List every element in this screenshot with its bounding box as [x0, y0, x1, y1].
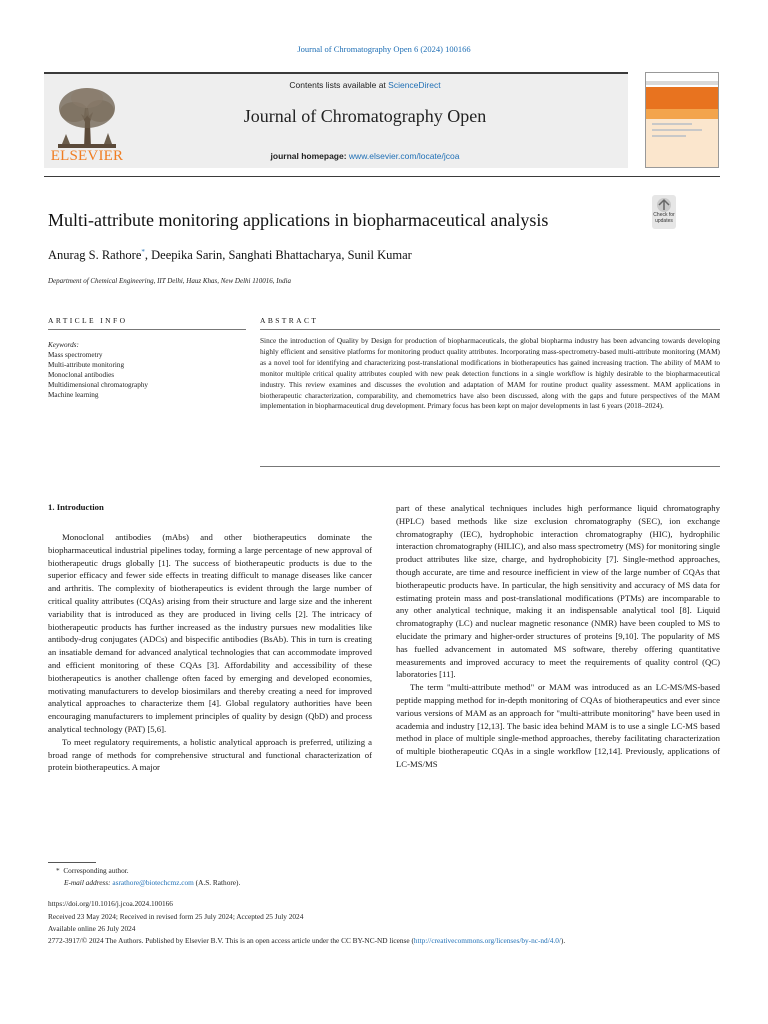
journal-homepage [130, 151, 600, 161]
body-left-column [48, 531, 372, 774]
keyword-item: Mass spectrometry [48, 351, 103, 359]
contents-prefix: Contents lists available at [289, 80, 389, 90]
body-paragraph: Monoclonal antibodies (mAbs) and other biotherapeutics dominate the biopharmaceutical industrial pipelines today, forming a large percentage of new approval of biotherapeutic drugs globally [1]. The success of biotherapeutic products is due to the superior efficacy and fewer side effects in treating difficult to manage diseases like cancer and arthritis. The complexity of biotherapeutics is evident through the large number of critical quality attributes (CQAs) arising from their structure and large size and the inherent variability that is introduced as they are produced in living cells [2]. The intricacy of biotherapeutic products has further increased as the industry pursues new modalities like antibody-drug conjugates (ADCs) and bispecific antibodies (BsAb). This in turn is creating an insatiable demand for advanced analytical technologies that can accommodate improved and efficient monitoring of these CQAs [3]. Affordability and accessibility of these biotherapeutics is another challenge often faced by emerging and developed economies, motivating manufacturers to develop biosimilars and thereby creating a need for improved analytical approaches to characterize them [4]. Global regulatory authorities have been encouraging manufacturers to implement principles of quality by design (QbD) and process analytical technology (PAT) [5,6]. [48, 532, 372, 734]
available-online: Available online 26 July 2024 [48, 924, 136, 933]
article-info-heading: ARTICLE INFO [48, 316, 128, 325]
license-link[interactable]: http://creativecommons.org/licenses/by-nc-nd/4.0/ [413, 936, 561, 945]
author-name[interactable]: Anurag S. Rathore [48, 248, 142, 263]
corresponding-author-note [56, 866, 736, 876]
received-dates: Received 23 May 2024; Received in revised form 25 July 2024; Accepted 25 July 2024 [48, 912, 304, 921]
corresponding-mark: * [56, 866, 60, 875]
journal-title[interactable]: Journal of Chromatography Open [243, 106, 487, 126]
license-statement [48, 936, 720, 946]
body-paragraph: To meet regulatory requirements, a holistic analytical approach is preferred, utilizing a broad range of methods for comprehensive structural and functional characterization of protein biotherapeutics. A major [48, 736, 372, 773]
keywords-label: Keywords: [48, 341, 79, 349]
keywords-block [48, 340, 248, 400]
email-suffix: (A.S. Rathore). [193, 878, 241, 887]
abstract-bottom-rule [260, 466, 720, 467]
journal-cover-thumbnail[interactable] [645, 72, 719, 168]
publisher-logo-text: ELSEVIER [50, 148, 124, 164]
email-note [64, 878, 744, 888]
email-link[interactable]: asrathore@biotechcmz.com [112, 878, 194, 887]
homepage-link[interactable]: www.elsevier.com/locate/jcoa [348, 151, 460, 161]
article-info-rule [48, 329, 246, 330]
abstract-heading: ABSTRACT [260, 316, 319, 325]
doi-link[interactable]: https://doi.org/10.1016/j.jcoa.2024.100166 [48, 899, 173, 908]
email-label: E-mail address: [64, 878, 113, 887]
journal-reference[interactable]: Journal of Chromatography Open 6 (2024) 100166 [297, 44, 471, 54]
body-right-column [396, 502, 720, 771]
license-prefix: 2772-3917/© 2024 The Authors. Published by Elsevier B.V. This is an open access article under the CC BY-NC-ND license ( [48, 936, 414, 945]
author-list [48, 248, 412, 263]
keyword-item: Monoclonal antibodies [48, 371, 115, 379]
article-title: Multi-attribute monitoring applications in biopharmaceutical analysis [48, 210, 549, 230]
license-suffix: ). [560, 936, 566, 945]
author-affiliation: Department of Chemical Engineering, IIT Delhi, Hauz Khas, New Delhi 110016, India [48, 277, 291, 285]
author-name[interactable]: Sanghati Bhattacharya [228, 248, 342, 263]
abstract-rule [260, 329, 720, 330]
contents-availability [130, 80, 600, 90]
author-separator: , [144, 248, 152, 263]
keyword-item: Machine learning [48, 391, 99, 399]
author-name[interactable]: Deepika Sarin [151, 248, 223, 263]
author-name[interactable]: Sunil Kumar [347, 248, 412, 263]
keyword-item: Multi-attribute monitoring [48, 361, 125, 369]
homepage-label: journal homepage: [270, 151, 349, 161]
body-paragraph: part of these analytical techniques includes high performance liquid chromatography (HPLC) based methods like size exclusion chromatography (SEC), ion exchange chromatography (IEC), hydrophobic interaction chromatography (HIC), hydrophilic interaction chromatography (HILIC), and also mass spectrometry (MS) for monitoring single product attributes like size, charge, and hydrophobicity [7]. Single-method approaches, though accurate, are time and resource inefficient in view of the large number of CQAs that biotherapeutic products have. In particular, the high sensitivity and accuracy of MS data for estimating protein mass and post-translational modifications (PTMs) are incomparable to any other analytical technique, making it an indispensable analytical tool [8]. Liquid chromatography (LC) and nuclear magnetic resonance (NMR) have been coupled to MS to elucidate the primary and higher-order structures of proteins [9,10]. The popularity of MS has fuelled advancement in automated MS software, thereby offering quantitative measurements and improved accuracy to meet the requirements of quality control (QC) laboratories [11]. [396, 503, 721, 680]
section-heading-introduction: 1. Introduction [48, 502, 104, 512]
author-separator: , [222, 248, 229, 263]
keyword-item: Multidimensional chromatography [48, 381, 149, 389]
corresponding-author-mark[interactable]: * [141, 248, 145, 256]
check-for-updates-label[interactable]: Check for updates [653, 212, 675, 224]
abstract-text: Since the introduction of Quality by Design for production of biopharmaceuticals, the global biopharma industry has been advancing towards developing highly efficient and sensitive platforms for monitoring product quality attributes. Incorporating mass-spectrometry-based multi-attribute monitoring (MAM) as a novel tool for identifying and characterizing post-translational modifications in biotherapeutics has gained increasing traction. The ability of MAM to monitor multiple critical quality attributes coupled with new peak detection functions in a single workflow is highly desirable to the biopharmaceutical industry. This review examines and discusses the evolution and adaptation of MAM for routine product quality assessment. MAM applications in biotherapeutic characterization, comparability, and chemometrics have also been discussed, along with the gaps and future perspectives of the MAM implementation in biopharmaceutical drug development. Primary focus has been kept on major developments in last 6 years (2018–2024). [260, 336, 720, 411]
author-separator: , [341, 248, 348, 263]
sciencedirect-link[interactable]: ScienceDirect [388, 80, 441, 90]
body-paragraph: The term "multi-attribute method" or MAM was introduced as an LC-MS/MS-based peptide mapping method for in-depth monitoring of CQAs of biotherapeutics and ever since various versions of MAM as an approach for "multi-attribute monitoring" have been used in academia and industry [12,13]. The basic idea behind MAM is to use a single LC-MS based method in place of multiple single-method approaches, thereby facilitating characterization of multiple biotherapeutic CQAs in a single workflow [12,14]. Previously, applications of LC-MS/MS [396, 682, 720, 769]
header-divider [44, 176, 720, 177]
footnote-divider [48, 862, 96, 863]
corresponding-label: Corresponding author. [63, 866, 129, 875]
